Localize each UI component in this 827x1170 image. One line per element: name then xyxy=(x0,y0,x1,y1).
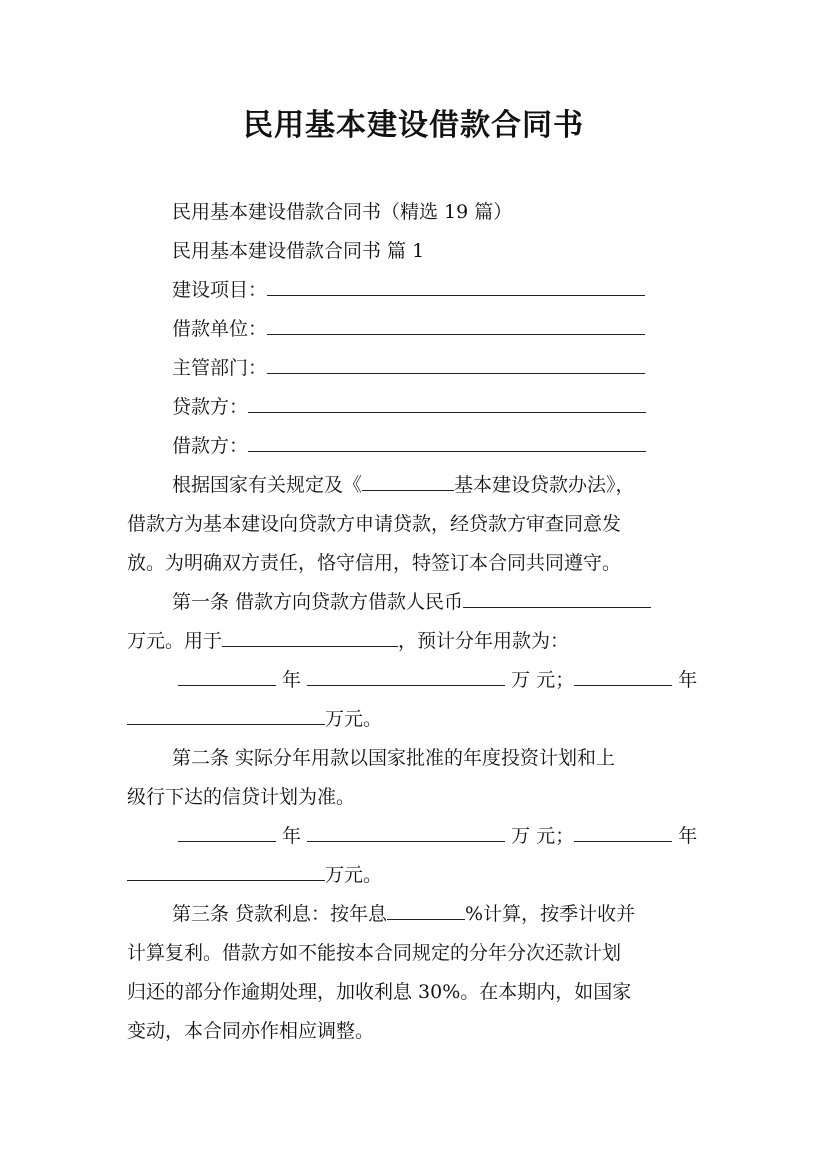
article2-schedule-line1 xyxy=(178,823,697,849)
section-heading: 民用基本建设借款合同书 篇 1 xyxy=(172,240,425,262)
year-label: 年 xyxy=(678,825,698,847)
wan-yuan-end: 万元。 xyxy=(325,864,383,886)
article1-line2 xyxy=(127,628,569,654)
para1-line3: 放。为明确双方责任，恪守信用，特签订本合同共同遵守。 xyxy=(127,552,622,574)
article1-line1 xyxy=(172,589,651,615)
article1-schedule-line1 xyxy=(178,667,697,693)
article1-text-b: ，预计分年用款为： xyxy=(398,630,570,652)
article3-line2: 计算复利。借款方如不能按本合同规定的分年分次还款计划 xyxy=(127,942,622,964)
article3-line4: 变动，本合同亦作相应调整。 xyxy=(127,1020,375,1042)
year-label: 年 xyxy=(678,669,698,691)
field-project xyxy=(172,277,645,303)
blank-loan-amount xyxy=(463,589,651,608)
blank-purpose xyxy=(222,628,398,647)
subtitle: 民用基本建设借款合同书（精选 19 篇） xyxy=(172,201,513,223)
field-label-department: 主管部门： xyxy=(172,357,268,379)
blank-interest-rate xyxy=(387,901,465,920)
article2-line2: 级行下达的信贷计划为准。 xyxy=(127,786,356,808)
field-lender xyxy=(172,394,646,420)
article3-text-b: %计算，按季计收并 xyxy=(465,903,636,925)
blank-lender xyxy=(248,394,646,413)
article3-line3: 归还的部分作逾期处理，加收利息 30%。在本期内，如国家 xyxy=(127,981,632,1003)
field-label-project: 建设项目： xyxy=(172,279,268,301)
blank-year-1 xyxy=(178,667,276,686)
article3-line1 xyxy=(172,901,635,927)
wan-yuan-label: 万 元； xyxy=(511,669,575,691)
field-borrower-unit xyxy=(172,316,645,342)
para1-text-a: 根据国家有关规定及《 xyxy=(172,474,363,496)
blank-year-4 xyxy=(574,823,672,842)
blank-amount-4 xyxy=(127,862,325,881)
wan-yuan-end: 万元。 xyxy=(325,708,383,730)
blank-amount-3 xyxy=(307,823,505,842)
field-borrower xyxy=(172,433,646,459)
field-label-borrower-unit: 借款单位： xyxy=(172,318,268,340)
blank-amount-1 xyxy=(307,667,505,686)
wan-yuan-label: 万 元； xyxy=(511,825,575,847)
field-label-lender: 贷款方： xyxy=(172,396,249,418)
year-label: 年 xyxy=(282,669,302,691)
blank-borrower-unit xyxy=(267,316,645,335)
year-label: 年 xyxy=(282,825,302,847)
article1-text-a: 万元。用于 xyxy=(127,630,223,652)
article1-text: 第一条 借款方向贷款方借款人民币 xyxy=(172,591,464,613)
field-department xyxy=(172,355,645,381)
blank-year-2 xyxy=(574,667,672,686)
blank-amount-2 xyxy=(127,706,325,725)
field-label-borrower: 借款方： xyxy=(172,435,249,457)
article2-schedule-line2 xyxy=(127,862,382,888)
para1-line2: 借款方为基本建设向贷款方申请贷款，经贷款方审查同意发 xyxy=(127,513,622,535)
blank-borrower xyxy=(248,433,646,452)
article2-line1: 第二条 实际分年用款以国家批准的年度投资计划和上 xyxy=(172,747,616,769)
article3-text-a: 第三条 贷款利息：按年息 xyxy=(172,903,388,925)
article1-schedule-line2 xyxy=(127,706,382,732)
para1-text-b: 基本建设贷款办法》， xyxy=(454,474,635,496)
document-title: 民用基本建设借款合同书 xyxy=(243,108,584,143)
blank-project xyxy=(267,277,645,296)
para1-line1 xyxy=(172,472,635,498)
blank-department xyxy=(267,355,645,374)
blank-regulation-name xyxy=(362,472,454,491)
blank-year-3 xyxy=(178,823,276,842)
